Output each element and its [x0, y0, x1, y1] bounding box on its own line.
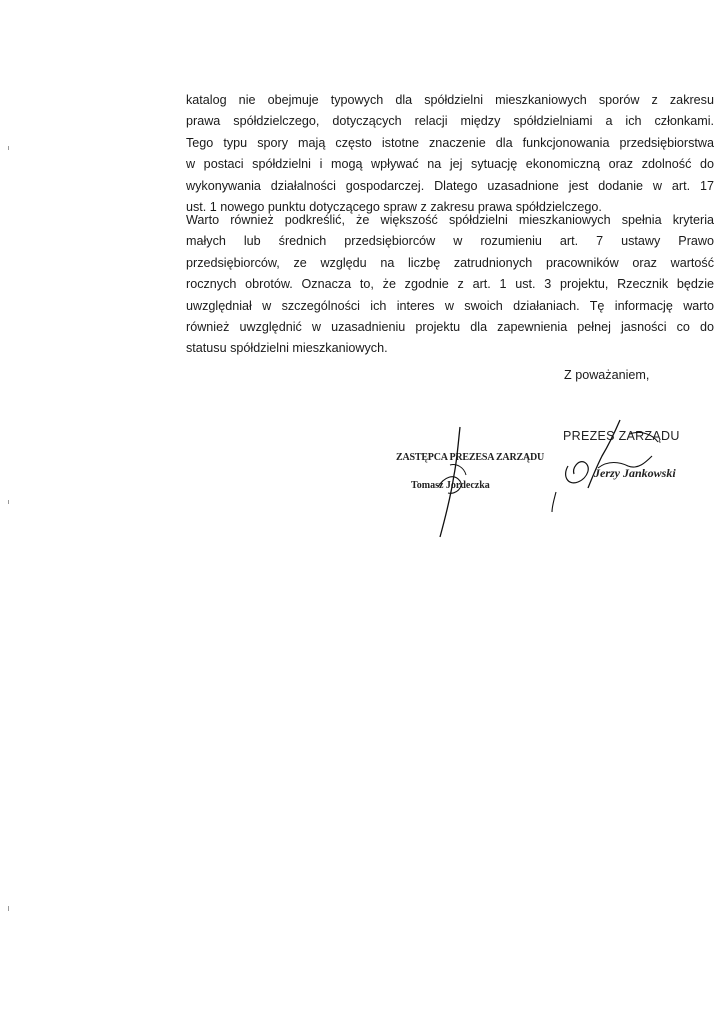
paragraph-line: katalog nie obejmuje typowych dla spółdzielni mieszkaniowych sporów z zakresu — [186, 93, 714, 107]
paragraph-line: wykonywania działalności gospodarczej. Dlatego uzasadnione jest dodanie w art. 17 — [186, 178, 714, 193]
paragraph-line: statusu spółdzielni mieszkaniowych. — [186, 341, 388, 356]
deputy-president-stamp-name: Tomasz Jordeczka — [411, 480, 490, 491]
president-stamp-name: Jerzy Jankowski — [594, 466, 676, 480]
paragraph-line: w postaci spółdzielni i mogą wpływać na jej sytuację ekonomiczną oraz zdolność do — [186, 157, 714, 172]
paragraph-1 — [186, 90, 714, 218]
paragraph-line: Tego typu spory mają często istotne znaczenie dla funkcjonowania przedsiębiorstwa — [186, 135, 714, 150]
scan-mark — [8, 146, 9, 150]
paragraph-line: również uwzględnić w uzasadnieniu projektu dla zapewnienia pełnej jasności co do — [186, 320, 714, 335]
paragraph-line: ust. 1 nowego punktu dotyczącego spraw z zakresu prawa spółdzielczego. — [186, 200, 602, 215]
paragraph-2 — [186, 210, 714, 360]
scan-mark — [8, 500, 9, 504]
paragraph-line: małych lub średnich przedsiębiorców w rozumieniu art. 7 ustawy Prawo — [186, 234, 714, 249]
deputy-president-signature — [420, 425, 490, 540]
scan-mark — [8, 906, 9, 911]
paragraph-line: prawa spółdzielczego, dotyczących relacji między spółdzielniami a ich członkami. — [186, 114, 714, 129]
president-signature — [548, 416, 678, 516]
paragraph-line: uwzględniał w szczególności ich interes w swoich działaniach. Tę informację warto — [186, 298, 714, 313]
paragraph-line: rocznych obrotów. Oznacza to, że zgodnie z art. 1 ust. 3 projektu, Rzecznik będzie — [186, 277, 714, 292]
closing-salutation: Z poważaniem, — [564, 368, 650, 382]
deputy-president-stamp-title: ZASTĘPCA PREZESA ZARZĄDU — [396, 452, 545, 463]
paragraph-line: przedsiębiorców, ze względu na liczbę zatrudnionych pracowników oraz wartość — [186, 255, 714, 270]
paragraph-line: Warto również podkreślić, że większość spółdzielni mieszkaniowych spełnia kryteria — [186, 213, 714, 227]
president-stamp-title: PREZES ZARZĄDU — [563, 429, 680, 443]
